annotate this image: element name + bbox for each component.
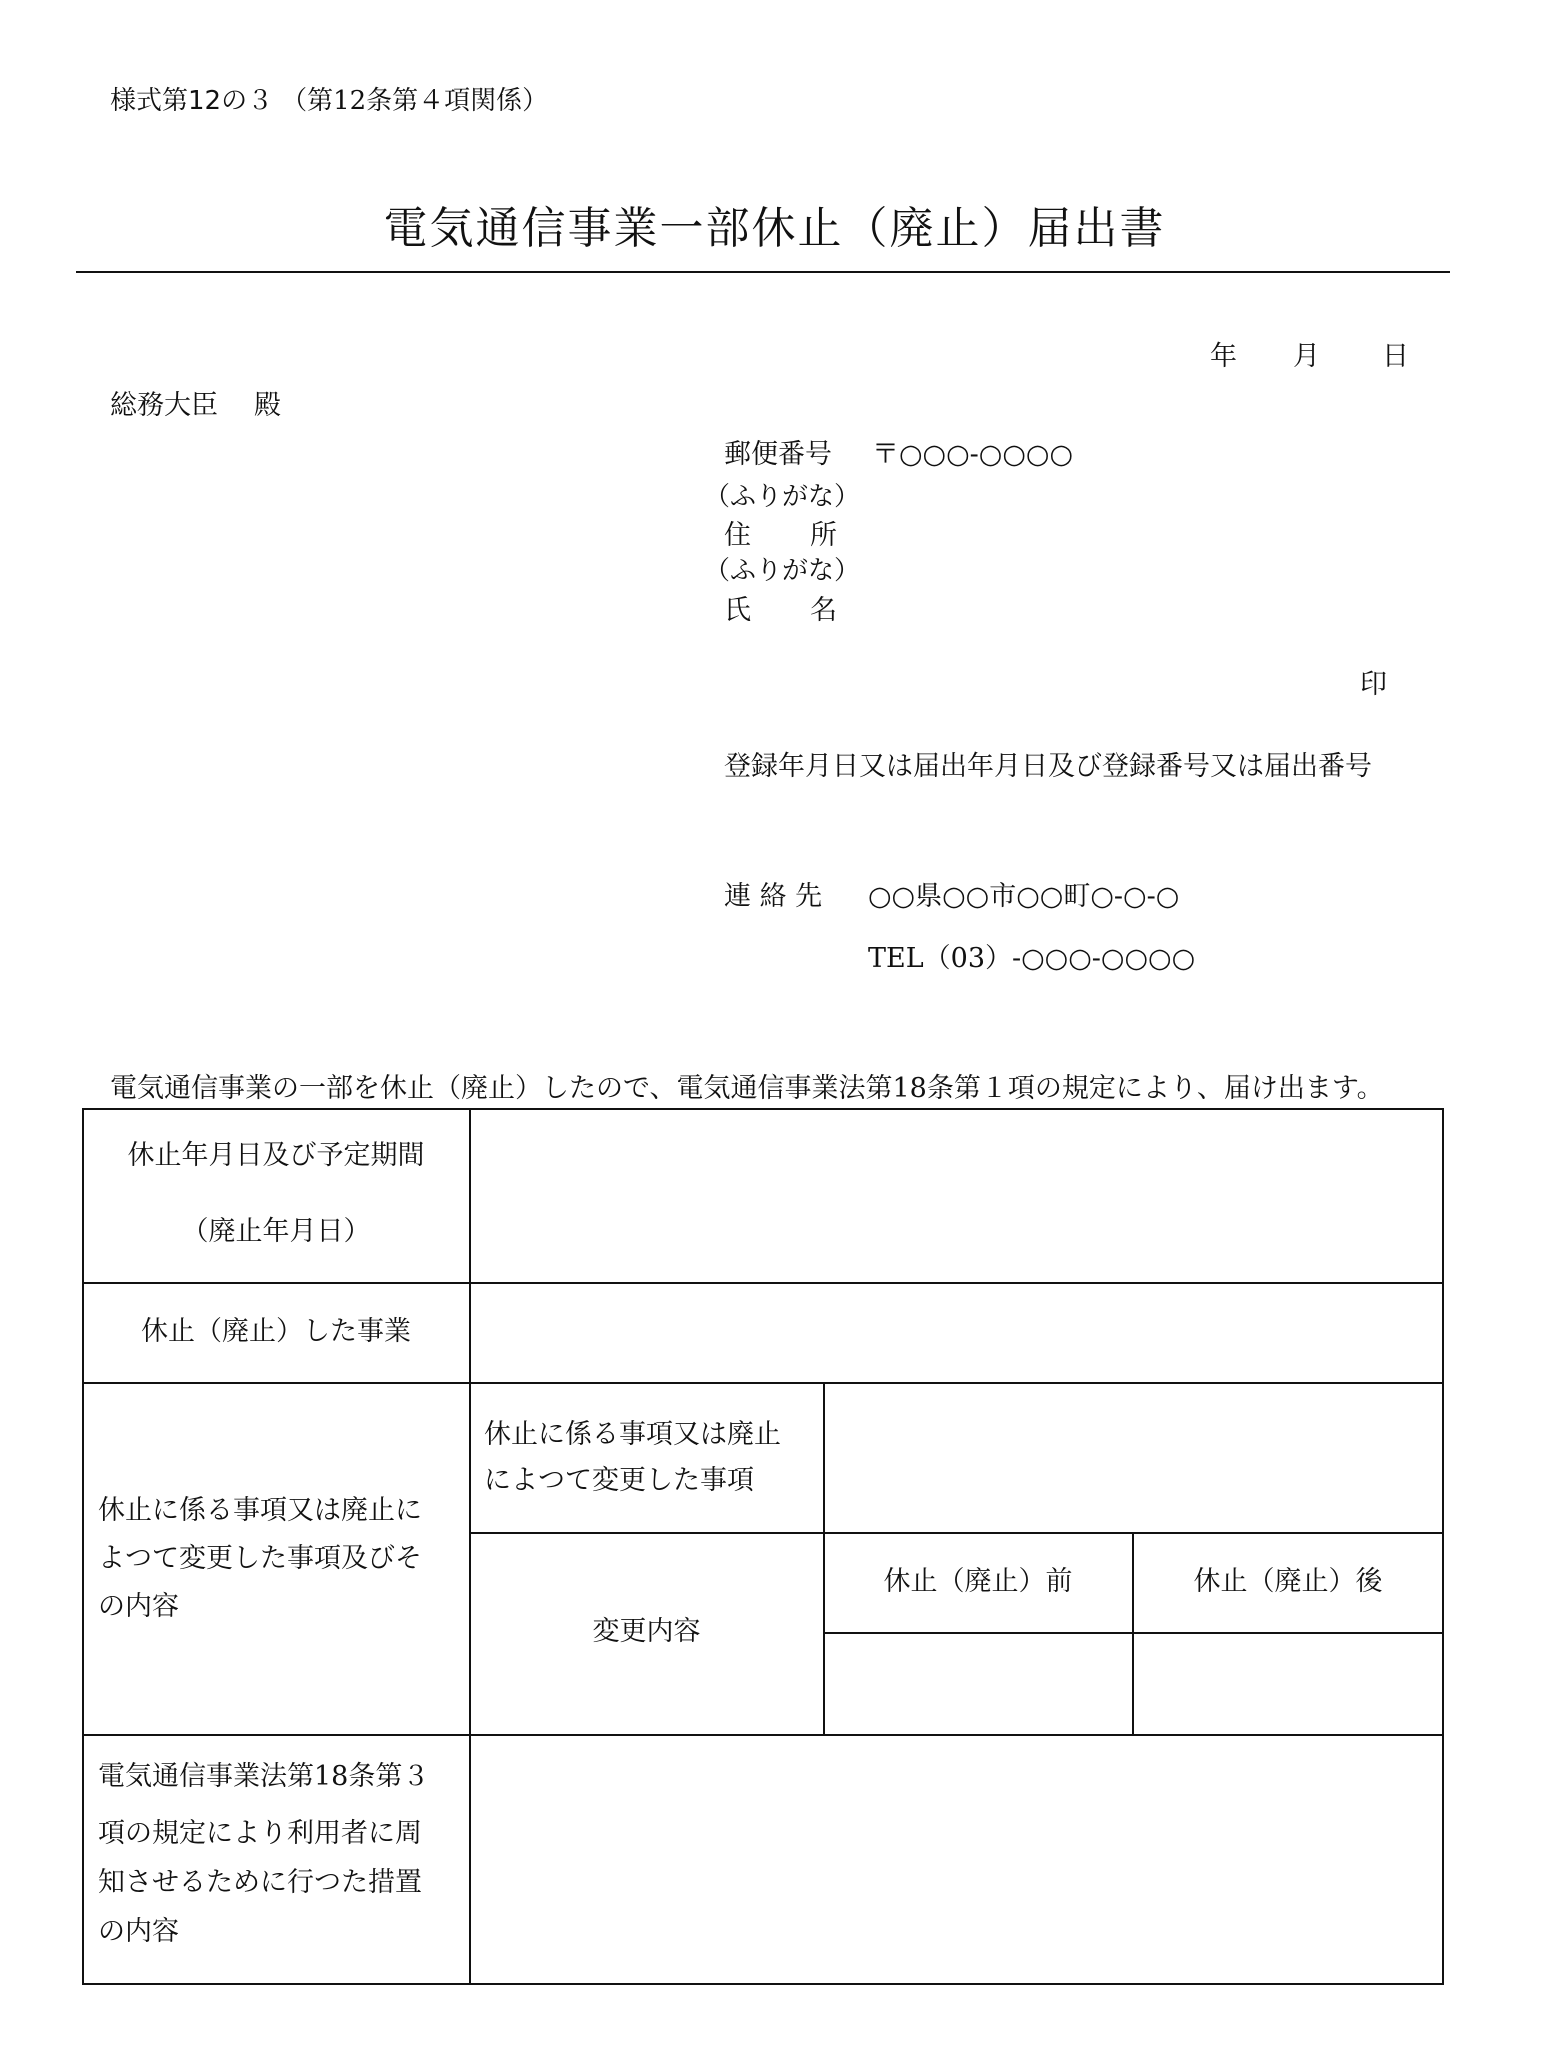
- row1-label-line2: （廃止年月日）: [181, 1216, 371, 1247]
- table-subrow-divider: [469, 1532, 1444, 1534]
- table-col-divider-main: [469, 1108, 471, 1985]
- user-notification-measures-field[interactable]: [472, 1737, 1442, 1983]
- before-label: 休止（廃止）前: [883, 1566, 1073, 1597]
- row3-label-line3: の内容: [98, 1591, 179, 1622]
- table-row-divider-3: [82, 1734, 1444, 1736]
- row2-label: 休止（廃止）した事業: [141, 1316, 411, 1347]
- suspended-business-field[interactable]: [472, 1285, 1442, 1381]
- date-year: 年: [1210, 341, 1237, 372]
- after-label: 休止（廃止）後: [1193, 1566, 1383, 1597]
- declaration-statement: 電気通信事業の一部を休止（廃止）したので、電気通信事業法第18条第１項の規定により、届け出ます。: [110, 1073, 1384, 1104]
- row4-label-line1: 電気通信事業法第18条第３: [98, 1761, 430, 1792]
- addressee-honorific: 殿: [254, 390, 281, 421]
- row4-label-line3: 知させるために行つた措置: [98, 1867, 422, 1898]
- postal-label: 郵便番号: [724, 439, 832, 470]
- row4-label-line4: の内容: [98, 1916, 179, 1947]
- date-day: 日: [1382, 341, 1409, 372]
- after-field[interactable]: [1135, 1635, 1442, 1733]
- address-label-1: 住: [724, 520, 751, 551]
- suspension-date-field[interactable]: [472, 1110, 1442, 1280]
- registration-label: 登録年月日又は届出年月日及び登録番号又は届出番号: [724, 751, 1372, 782]
- address-label-2: 所: [810, 520, 837, 551]
- postal-value: 〒○○○-○○○○: [872, 439, 1074, 470]
- row3-sublabel-line1: 休止に係る事項又は廃止: [484, 1419, 781, 1450]
- table-row-divider-1: [82, 1282, 1444, 1284]
- furigana-label-1: （ふりがな）: [704, 482, 861, 512]
- form-reference: （第12条第４項関係）: [281, 86, 549, 116]
- document-title: 電気通信事業一部休止（廃止）届出書: [383, 203, 1166, 254]
- changed-matters-field[interactable]: [826, 1385, 1442, 1531]
- addressee: [110, 383, 281, 422]
- form-number: [110, 80, 548, 117]
- contact-address: ○○県○○市○○町○-○-○: [868, 881, 1180, 912]
- contact-tel: TEL（03）-○○○-○○○○: [868, 943, 1196, 974]
- date-month: 月: [1293, 341, 1320, 372]
- title-divider: [76, 271, 1450, 273]
- change-content-label: 変更内容: [592, 1616, 701, 1647]
- row3-label-line1: 休止に係る事項又は廃止に: [98, 1495, 422, 1526]
- name-label-2: 名: [810, 595, 837, 626]
- table-header-divider-before-after: [823, 1632, 1444, 1634]
- contact-label: 連 絡 先: [724, 881, 823, 912]
- before-field[interactable]: [826, 1635, 1131, 1733]
- row3-label-line2: よつて変更した事項及びそ: [98, 1543, 422, 1574]
- row1-label-line1: 休止年月日及び予定期間: [127, 1140, 425, 1171]
- addressee-name: 総務大臣: [110, 390, 218, 421]
- form-number-text: 様式第12の３: [110, 86, 274, 116]
- seal-mark: 印: [1360, 669, 1387, 700]
- name-label-1: 氏: [724, 595, 751, 626]
- furigana-label-2: （ふりがな）: [704, 556, 861, 586]
- table-row-divider-2: [82, 1382, 1444, 1384]
- row4-label-line2: 項の規定により利用者に周: [98, 1818, 422, 1849]
- row3-sublabel-line2: によつて変更した事項: [484, 1465, 754, 1496]
